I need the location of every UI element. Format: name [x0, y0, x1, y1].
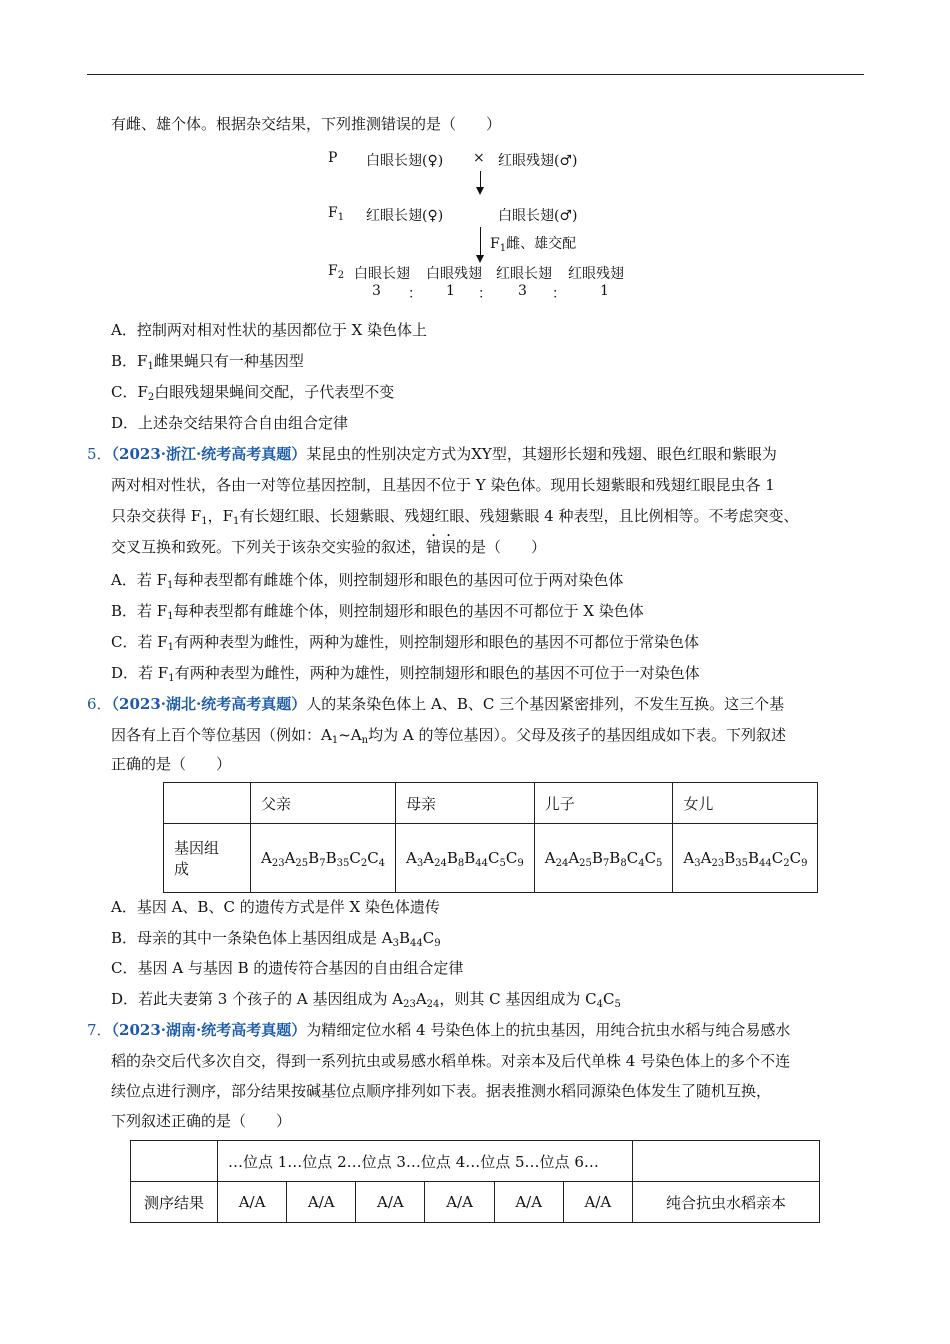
- q6-option-c[interactable]: C．基因 A 与基因 B 的遗传符合基因的自由组合定律: [111, 959, 464, 977]
- q5-source: （2023·浙江·统考高考真题）: [111, 445, 307, 463]
- q4-intro: 有雌、雄个体。根据杂交结果，下列推测错误的是（ ）: [111, 115, 502, 133]
- f2-phenotype: 红眼残翅: [568, 266, 624, 282]
- site-value-cell: A/A: [494, 1182, 563, 1223]
- ratio-sep: ：: [552, 286, 566, 302]
- q6-source: （2023·湖北·统考高考真题）: [111, 695, 307, 713]
- q6-option-d[interactable]: D．若此夫妻第 3 个孩子的 A 基因组成为 $A_{23}A_{24}$，则其 C 基因组成为 $C_4C_5$: [111, 990, 621, 1010]
- header-rule: [87, 74, 864, 75]
- site-value-cell: A/A: [356, 1182, 425, 1223]
- q4-option-d[interactable]: D．上述杂交结果符合自由组合定律: [111, 414, 349, 432]
- ratio-value: 1: [600, 283, 609, 299]
- ratio-sep: ：: [408, 286, 422, 302]
- site-header-cell: …位点 1…位点 2…位点 3…位点 4…位点 5…位点 6…: [218, 1141, 633, 1182]
- site-value-cell: A/A: [287, 1182, 356, 1223]
- f2-phenotype: 红眼长翅: [496, 266, 552, 282]
- arrow-p-to-f1: [480, 171, 481, 193]
- table-row-label: 基因组 成: [164, 824, 251, 893]
- q5-option-b[interactable]: B．若 $F_1$每种表型都有雌雄个体，则控制翅形和眼色的基因不可都位于 X 染色体: [111, 602, 644, 622]
- genotype-cell: $A_3A_{23}B_{35}B_{44}C_2C_9$: [673, 824, 818, 893]
- q6-option-b[interactable]: B．母亲的其中一条染色体上基因组成是 $A_3B_{44}C_9$: [111, 929, 441, 949]
- emphasis-char: 错: [426, 538, 442, 556]
- row-note-cell: 纯合抗虫水稻亲本: [633, 1182, 820, 1223]
- table-header-cell: [164, 783, 251, 824]
- cross-diagram: [320, 145, 640, 305]
- genotype-cell: $A_{23}A_{25}B_7B_{35}C_2C_4$: [251, 824, 396, 893]
- site-value-cell: A/A: [218, 1182, 287, 1223]
- q4-option-a[interactable]: A．控制两对相对性状的基因都位于 X 染色体上: [111, 321, 428, 339]
- genotype-cell: $A_{24}A_{25}B_7B_8C_4C_5$: [534, 824, 673, 893]
- p-female: 白眼长翅(♀): [366, 153, 444, 169]
- q7-number: 7．: [87, 1021, 112, 1039]
- q5-stem-line3: 只杂交获得 $F_1$，$F_1$有长翅红眼、长翅紫眼、残翅红眼、残翅紫眼 4 种表型，且比例相等。不考虑突变、: [111, 507, 799, 527]
- cross-symbol: ×: [473, 150, 485, 166]
- f2-label: $F_2$: [328, 263, 345, 281]
- f2-phenotype: 白眼残翅: [426, 266, 482, 282]
- q7-stem-line2: 稻的杂交后代多次自交，得到一系列抗虫或易感水稻单株。对亲本及后代单株 4 号染色体上的多个不连: [111, 1052, 791, 1070]
- q4-option-b[interactable]: B．$F_1$雌果蝇只有一种基因型: [111, 352, 304, 372]
- ratio-value: 3: [372, 283, 381, 299]
- q5-option-d[interactable]: D．若 $F_1$有两种表型为雌性，两种为雄性，则控制翅形和眼色的基因不可位于一对染色体: [111, 664, 700, 684]
- q5-stem-line1: 5．（2023·浙江·统考高考真题）某昆虫的性别决定方式为XY型，其翅形长翅和残翅、眼色红眼和紫眼为: [87, 445, 777, 463]
- q5-stem-line2: 两对相对性状，各由一对等位基因控制，且基因不位于 Y 染色体。现用长翅紫眼和残翅红眼昆虫各 1: [111, 476, 775, 494]
- q7-stem-line3: 续位点进行测序，部分结果按碱基位点顺序排列如下表。据表推测水稻同源染色体发生了随机互换，: [111, 1082, 772, 1100]
- q5-option-c[interactable]: C．若 $F_1$有两种表型为雌性，两种为雄性，则控制翅形和眼色的基因不可都位于常染色体: [111, 633, 700, 653]
- arrow-f1-to-f2: [480, 227, 481, 261]
- f1-label: $F_1$: [328, 205, 345, 223]
- site-value-cell: A/A: [425, 1182, 494, 1223]
- q7-stem-line1: 7．（2023·湖南·统考高考真题）为精细定位水稻 4 号染色体上的抗虫基因，用纯合抗虫水稻与纯合易感水: [87, 1021, 791, 1039]
- emphasis-char: 误: [441, 538, 457, 556]
- table-header-cell: 女儿: [673, 783, 818, 824]
- sequencing-table: [130, 1140, 820, 1223]
- ratio-value: 1: [446, 283, 455, 299]
- table-empty-cell: [633, 1141, 820, 1182]
- q5-option-a[interactable]: A．若 $F_1$每种表型都有雌雄个体，则控制翅形和眼色的基因可位于两对染色体: [111, 571, 624, 591]
- f1-female: 红眼长翅(♀): [366, 208, 444, 224]
- ratio-sep: ：: [478, 286, 492, 302]
- genotype-cell: $A_3A_{24}B_8B_{44}C_5C_9$: [396, 824, 535, 893]
- q5-stem-line4: 交叉互换和致死。下列关于该杂交实验的叙述，错误的是（ ）: [111, 538, 547, 556]
- f2-phenotype: 白眼长翅: [354, 266, 410, 282]
- q4-option-c[interactable]: C．$F_2$白眼残翅果蝇间交配，子代表型不变: [111, 383, 395, 403]
- q7-source: （2023·湖南·统考高考真题）: [111, 1021, 307, 1039]
- q5-number: 5．: [87, 445, 112, 463]
- p-label: P: [328, 150, 338, 166]
- p-male: 红眼残翅(♂): [498, 153, 578, 169]
- q7-stem-line4: 下列叙述正确的是（ ）: [111, 1112, 292, 1130]
- ratio-value: 3: [518, 283, 527, 299]
- q6-stem-line1: 6．（2023·湖北·统考高考真题）人的某条染色体上 A、B、C 三个基因紧密排列，不发生互换。这三个基: [87, 695, 785, 713]
- site-value-cell: A/A: [563, 1182, 632, 1223]
- q6-number: 6．: [87, 695, 112, 713]
- q6-stem-line3: 正确的是（ ）: [111, 755, 232, 773]
- q6-stem-line2: 因各有上百个等位基因（例如：$A_1\sim A_n$均为 A 的等位基因）。父母及孩子的基因组成如下表。下列叙述: [111, 726, 786, 746]
- table-empty-cell: [131, 1141, 218, 1182]
- f1-male: 白眼长翅(♂): [498, 208, 578, 224]
- q6-option-a[interactable]: A．基因 A、B、C 的遗传方式是伴 X 染色体遗传: [111, 898, 440, 916]
- genotype-table: [163, 782, 818, 893]
- f1-mating-note: $F_1$雌、雄交配: [490, 236, 577, 254]
- table-header-cell: 母亲: [396, 783, 535, 824]
- table-header-cell: 儿子: [534, 783, 673, 824]
- table-header-cell: 父亲: [251, 783, 396, 824]
- table-row-label: 测序结果: [131, 1182, 218, 1223]
